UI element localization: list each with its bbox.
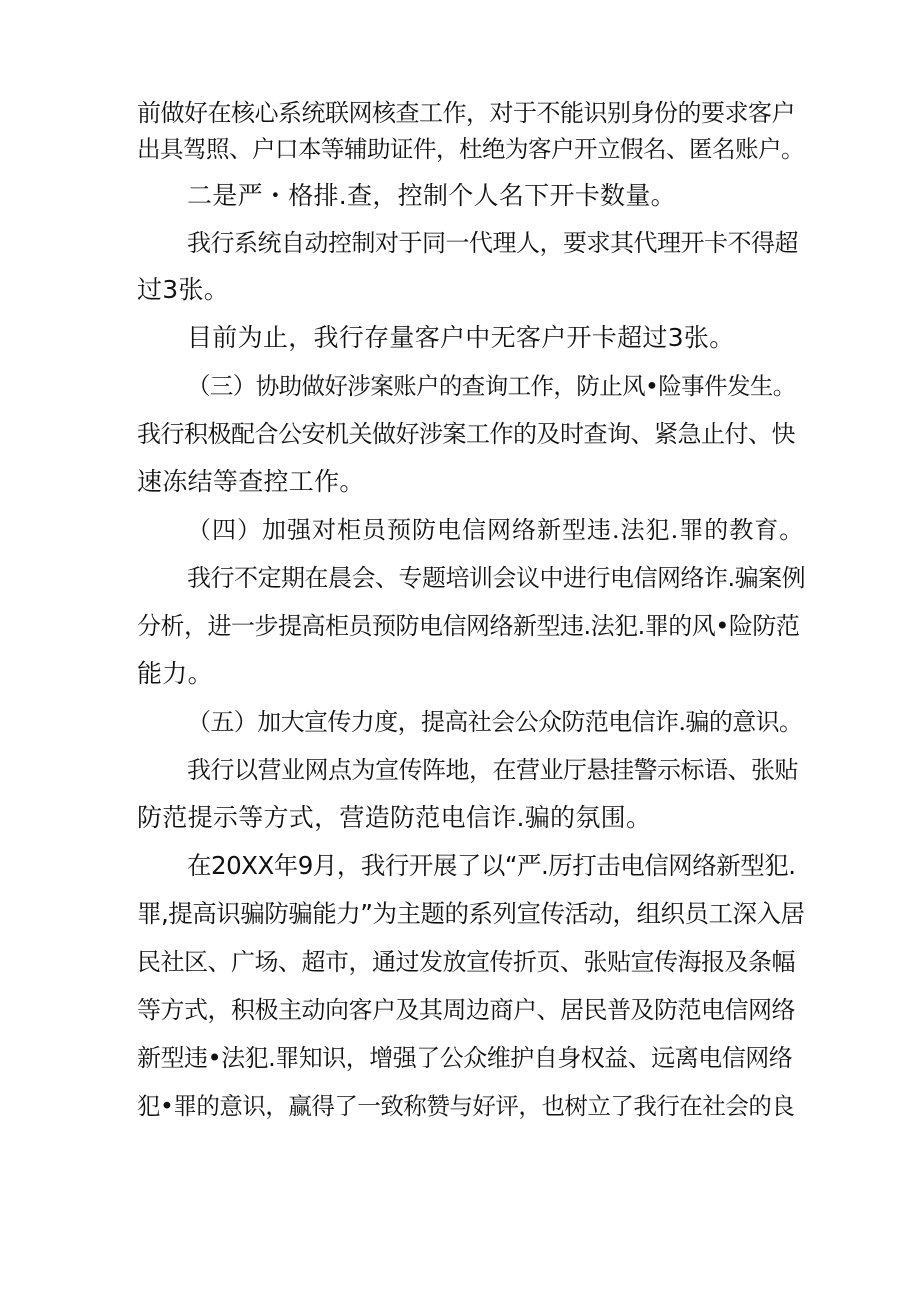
paragraph-line: 我行以营业网点为宣传阵地，在营业厅悬挂警示标语、张贴 — [187, 756, 798, 784]
paragraph-line: 在20XX年9月，我行开展了以“严.厉打击电信网络新型犯. — [187, 851, 796, 880]
paragraph-line: 罪,提高识骗防骗能力”为主题的系列宣传活动，组织员工深入居 — [137, 899, 805, 928]
paragraph-line: 目前为止，我行存量客户中无客户开卡超过3张。 — [187, 323, 735, 352]
paragraph-line: 速冻结等查控工作。 — [137, 467, 365, 496]
paragraph-line: 我行不定期在晨会、专题培训会议中进行电信网络诈.骗案例 — [187, 564, 806, 592]
paragraph-line: 防范提示等方式，营造防范电信诈.骗的氛围。 — [137, 803, 652, 832]
paragraph-line: 分析，进一步提高柜员预防电信网络新型违.法犯.罪的风•险防范 — [137, 612, 800, 640]
paragraph-line: 前做好在核心系统联网核查工作，对于不能识别身份的要求客户 — [137, 99, 795, 127]
section-heading-5: （五）加大宣传力度，提高社会公众防范电信诈.骗的意识。 — [187, 708, 803, 736]
paragraph-line: 我行积极配合公安机关做好涉案工作的及时查询、紧急止付、快 — [137, 420, 795, 448]
paragraph-line: 出具驾照、户口本等辅助证件，杜绝为客户开立假名、匿名账户。 — [137, 135, 804, 163]
paragraph-line: 新型违•法犯.罪知识，增强了公众维护自身权益、远离电信网络 — [137, 1044, 793, 1072]
section-heading-4: （四）加强对柜员预防电信网络新型违.法犯.罪的教育。 — [187, 516, 805, 544]
section-heading-3: （三）协助做好涉案账户的查询工作，防止风•险事件发生。 — [187, 372, 796, 400]
paragraph-line: 过3张。 — [137, 275, 230, 304]
paragraph-line: 我行系统自动控制对于同一代理人，要求其代理开卡不得超 — [187, 229, 798, 257]
paragraph-line: 能力。 — [137, 659, 213, 688]
paragraph-line: 等方式，积极主动向客户及其周边商户、居民普及防范电信网络 — [137, 996, 795, 1024]
paragraph-line: 犯•罪的意识，赢得了一致称赞与好评，也树立了我行在社会的良 — [137, 1092, 795, 1120]
paragraph-line: 二是严・格排.查，控制个人名下开卡数量。 — [187, 181, 676, 210]
paragraph-line: 民社区、广场、超市，通过发放宣传折页、张贴宣传海报及条幅 — [137, 948, 795, 976]
